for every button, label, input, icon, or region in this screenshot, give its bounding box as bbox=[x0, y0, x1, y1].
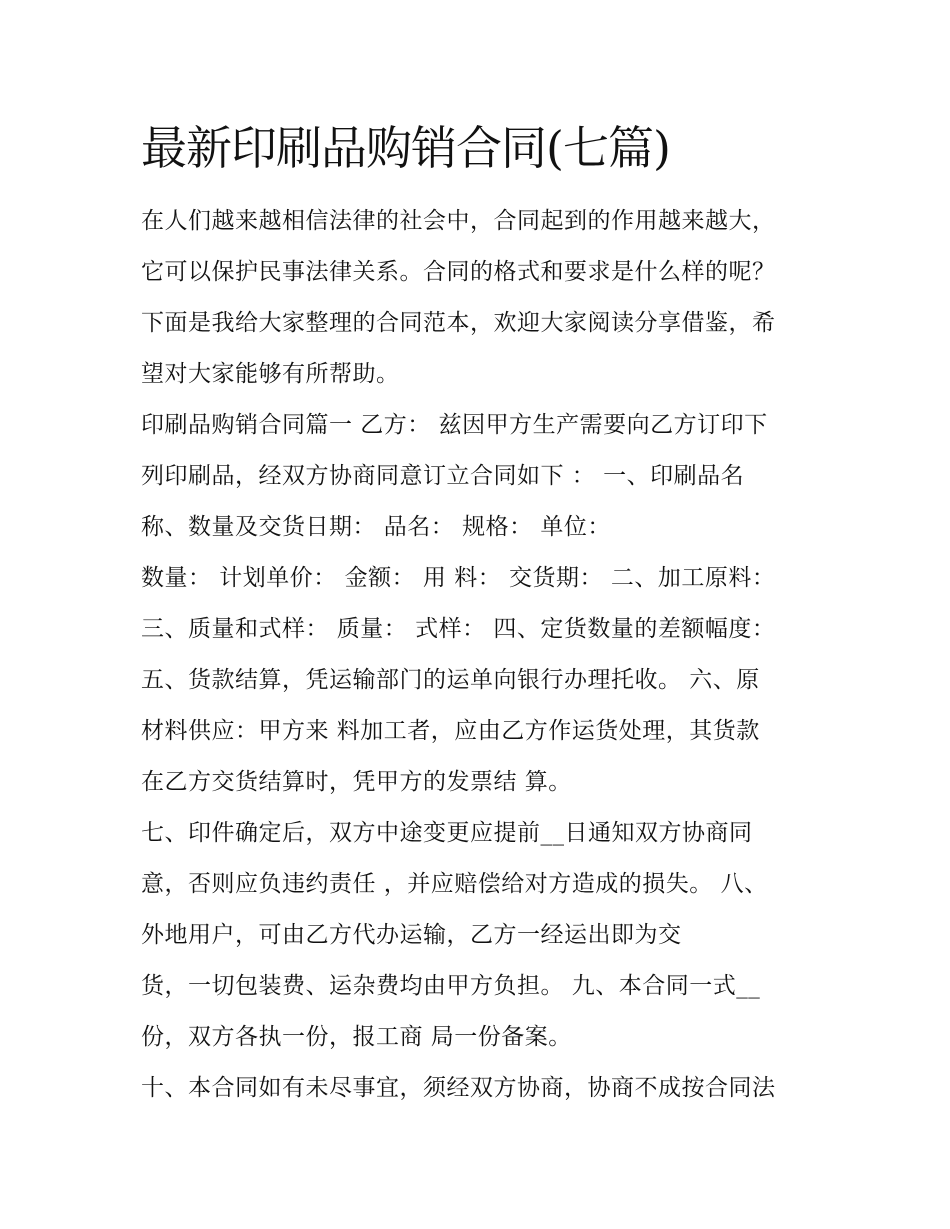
paragraph-line: 数量： 计划单价： 金额： 用 料： 交货期： 二、加工原料： bbox=[141, 565, 776, 591]
paragraph-line: 十、本合同如有未尽事宜，须经双方协商，协商不成按合同法 bbox=[141, 1075, 776, 1101]
paragraph-line: 材料供应：甲方来 料加工者，应由乙方作运货处理，其货款 bbox=[141, 718, 760, 744]
paragraph-line: 望对大家能够有所帮助。 bbox=[141, 361, 400, 387]
paragraph-line: 称、数量及交货日期： 品名： 规格： 单位： bbox=[141, 514, 611, 540]
paragraph-line: 在乙方交货结算时，凭甲方的发票结 算。 bbox=[141, 769, 572, 795]
paragraph-line: 在人们越来越相信法律的社会中，合同起到的作用越来越大， bbox=[141, 208, 776, 234]
paragraph-line: 份，双方各执一份，报工商 局一份备案。 bbox=[141, 1024, 572, 1050]
paragraph-line: 它可以保护民事法律关系。合同的格式和要求是什么样的呢？ bbox=[141, 259, 776, 285]
document-title: 最新印刷品购销合同(七篇) bbox=[141, 121, 670, 175]
paragraph-line: 外地用户，可由乙方代办运输，乙方一经运出即为交 bbox=[141, 922, 682, 948]
paragraph-line: 三、质量和式样： 质量： 式样： 四、定货数量的差额幅度： bbox=[141, 616, 776, 642]
paragraph-line: 印刷品购销合同篇一 乙方： 兹因甲方生产需要向乙方订印下 bbox=[141, 412, 768, 438]
paragraph-line: 货，一切包装费、运杂费均由甲方负担。 九、本合同一式__ bbox=[141, 973, 761, 999]
paragraph-line: 七、印件确定后，双方中途变更应提前__日通知双方协商同 bbox=[141, 820, 753, 846]
paragraph-line: 意，否则应负违约责任 ，并应赔偿给对方造成的损失。 八、 bbox=[141, 871, 768, 897]
paragraph-line: 列印刷品，经双方协商同意订立合同如下 ： 一、印刷品名 bbox=[141, 463, 745, 489]
paragraph-line: 下面是我给大家整理的合同范本，欢迎大家阅读分享借鉴，希 bbox=[141, 310, 776, 336]
paragraph-line: 五、货款结算，凭运输部门的运单向银行办理托收。 六、原 bbox=[141, 667, 760, 693]
